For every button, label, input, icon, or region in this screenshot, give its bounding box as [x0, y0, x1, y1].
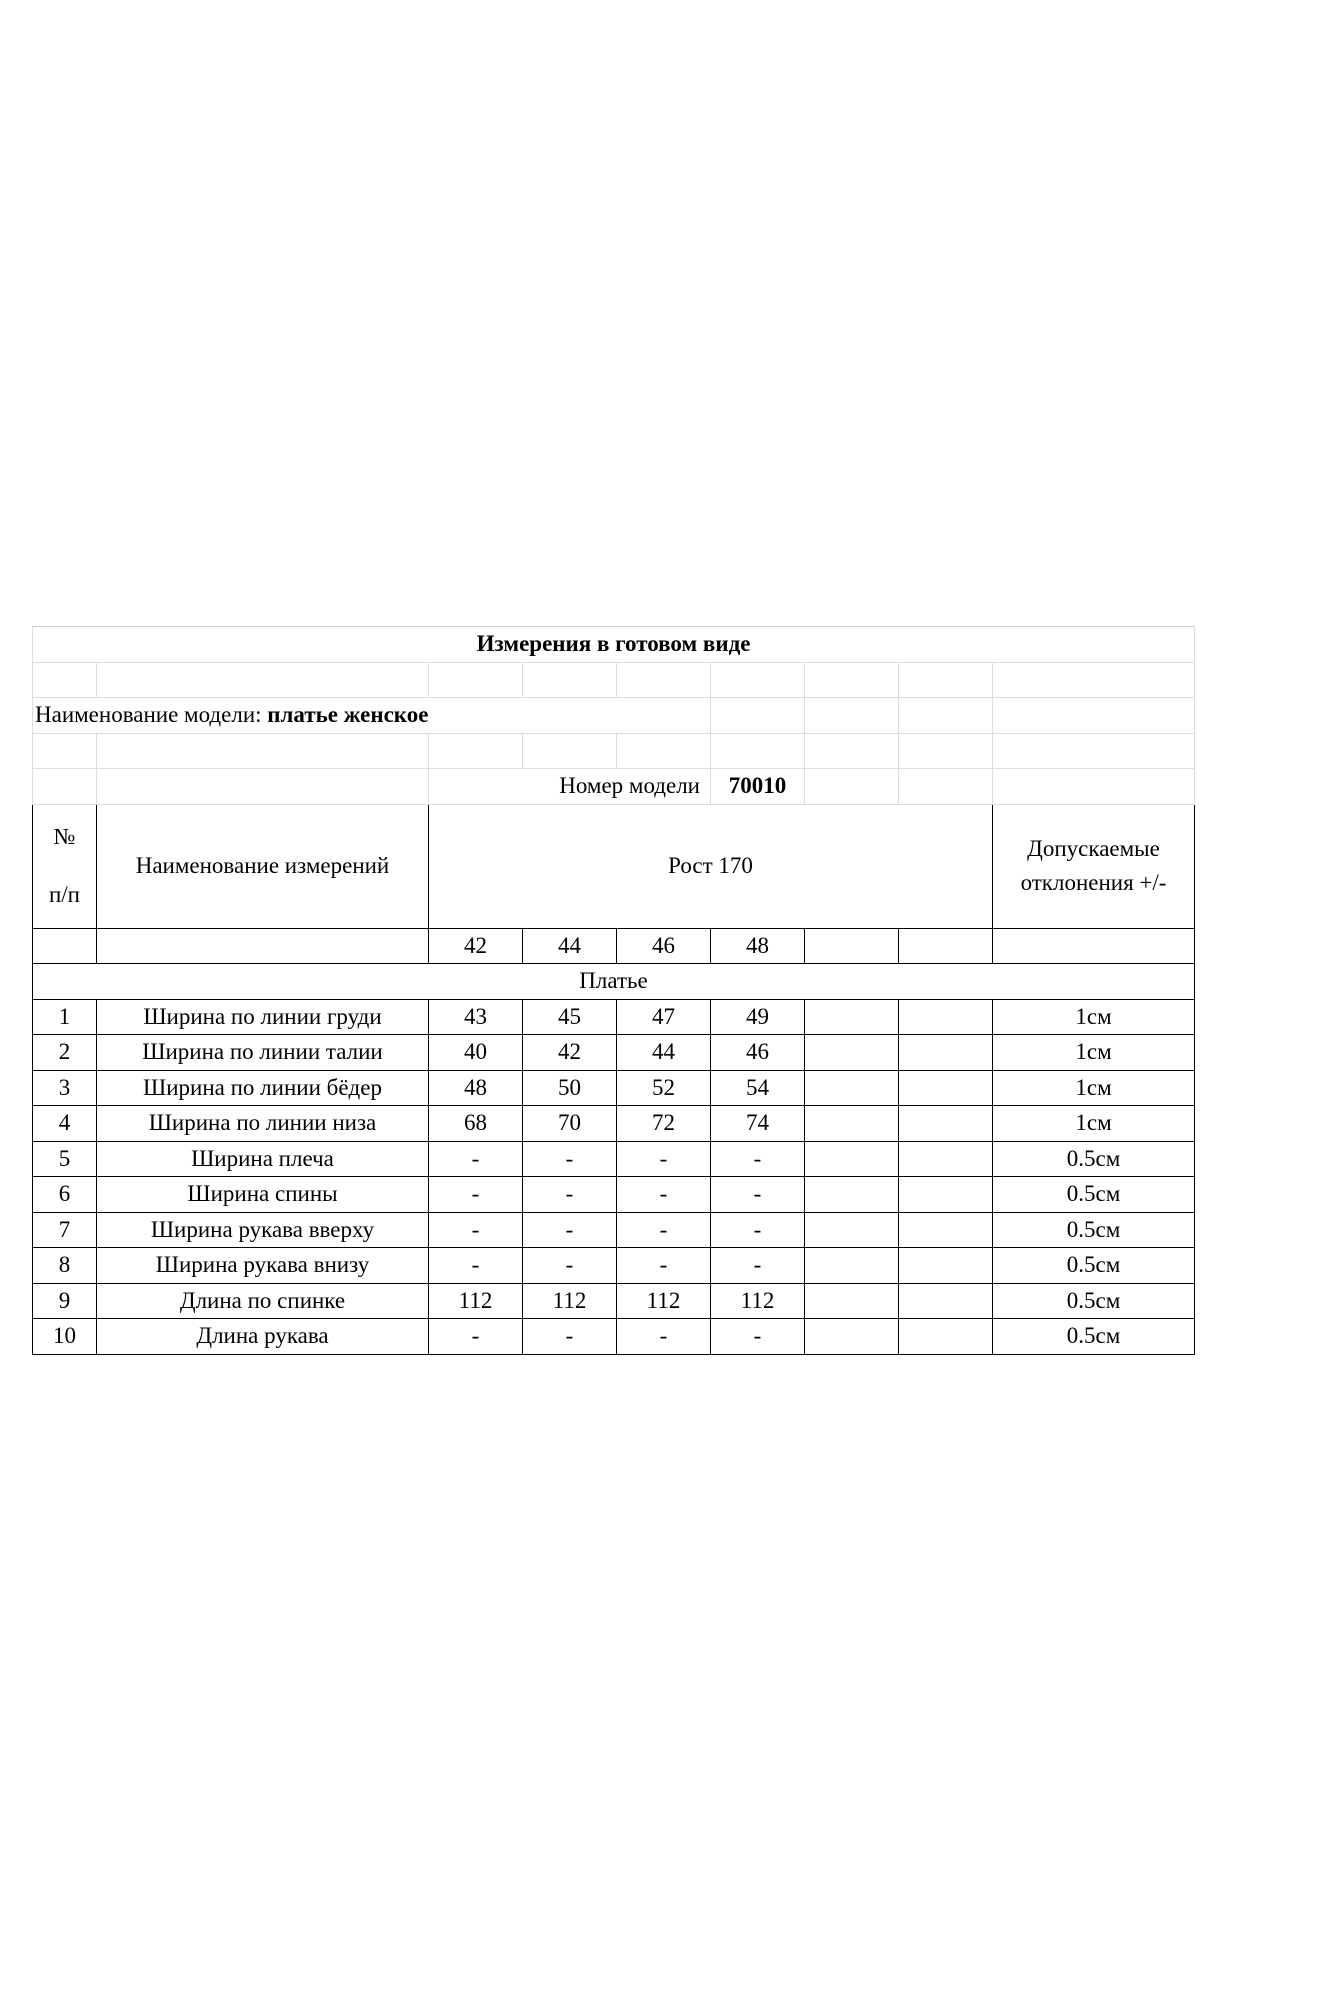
- model-number-value: 70010: [711, 769, 805, 805]
- row-tolerance: 0.5см: [993, 1283, 1195, 1319]
- row-value: -: [429, 1177, 523, 1213]
- row-value: -: [617, 1177, 711, 1213]
- row-value: -: [523, 1319, 617, 1355]
- row-value: 46: [711, 1035, 805, 1071]
- row-tolerance: 0.5см: [993, 1141, 1195, 1177]
- size-cell: [805, 928, 899, 964]
- row-value: [899, 1319, 993, 1355]
- row-value: -: [523, 1141, 617, 1177]
- row-value: 44: [617, 1035, 711, 1071]
- row-value: -: [523, 1248, 617, 1284]
- row-tolerance: 0.5см: [993, 1319, 1195, 1355]
- row-value: 72: [617, 1106, 711, 1142]
- row-number: 6: [33, 1177, 97, 1213]
- measurement-table: [32, 626, 1195, 1355]
- row-number: 7: [33, 1212, 97, 1248]
- row-value: [899, 1106, 993, 1142]
- table-row: [33, 1319, 1195, 1355]
- row-value: -: [429, 1141, 523, 1177]
- row-value: 48: [429, 1070, 523, 1106]
- table-row: [33, 1248, 1195, 1284]
- header-measure: Наименование измерений: [97, 804, 429, 928]
- row-value: [899, 1212, 993, 1248]
- row-number: 4: [33, 1106, 97, 1142]
- row-value: [805, 1070, 899, 1106]
- size-cell: 48: [711, 928, 805, 964]
- row-number: 10: [33, 1319, 97, 1355]
- row-tolerance: 1см: [993, 1106, 1195, 1142]
- row-value: -: [429, 1248, 523, 1284]
- size-cell: [899, 928, 993, 964]
- row-tolerance: 0.5см: [993, 1248, 1195, 1284]
- row-number: 1: [33, 999, 97, 1035]
- row-value: 112: [523, 1283, 617, 1319]
- row-value: 42: [523, 1035, 617, 1071]
- row-value: 45: [523, 999, 617, 1035]
- table-row: [33, 1035, 1195, 1071]
- row-value: [805, 1283, 899, 1319]
- row-value: -: [429, 1319, 523, 1355]
- row-value: [805, 999, 899, 1035]
- row-value: [899, 1070, 993, 1106]
- section-title: Платье: [33, 964, 1195, 1000]
- size-cell: 42: [429, 928, 523, 964]
- header-num: [33, 804, 97, 928]
- row-value: [805, 1035, 899, 1071]
- size-cell: 44: [523, 928, 617, 964]
- table-row: [33, 1283, 1195, 1319]
- row-value: [805, 1106, 899, 1142]
- row-tolerance: 1см: [993, 1035, 1195, 1071]
- row-value: -: [523, 1212, 617, 1248]
- row-number: 9: [33, 1283, 97, 1319]
- row-value: 54: [711, 1070, 805, 1106]
- row-value: 68: [429, 1106, 523, 1142]
- header-height: Рост 170: [429, 804, 993, 928]
- row-value: [805, 1177, 899, 1213]
- row-value: 112: [617, 1283, 711, 1319]
- row-value: -: [617, 1248, 711, 1284]
- row-number: 3: [33, 1070, 97, 1106]
- row-value: -: [429, 1212, 523, 1248]
- row-value: -: [711, 1177, 805, 1213]
- row-number: 8: [33, 1248, 97, 1284]
- sizes-row: [33, 928, 1195, 964]
- row-value: 112: [711, 1283, 805, 1319]
- row-value: -: [617, 1141, 711, 1177]
- row-measure-name: Ширина по линии низа: [97, 1106, 429, 1142]
- row-measure-name: Ширина спины: [97, 1177, 429, 1213]
- model-name-value: платье женское: [267, 702, 429, 728]
- row-value: [899, 1248, 993, 1284]
- row-value: 74: [711, 1106, 805, 1142]
- row-value: [899, 1035, 993, 1071]
- table-row: [33, 1106, 1195, 1142]
- row-value: 40: [429, 1035, 523, 1071]
- row-tolerance: 0.5см: [993, 1177, 1195, 1213]
- row-measure-name: Ширина по линии груди: [97, 999, 429, 1035]
- row-value: -: [617, 1212, 711, 1248]
- row-measure-name: Ширина рукава внизу: [97, 1248, 429, 1284]
- row-value: -: [711, 1212, 805, 1248]
- table-row: [33, 1212, 1195, 1248]
- row-value: -: [711, 1319, 805, 1355]
- header-tolerance-line2: отклонения +/-: [1020, 870, 1167, 895]
- row-value: [805, 1319, 899, 1355]
- row-value: [899, 1283, 993, 1319]
- row-value: 49: [711, 999, 805, 1035]
- row-value: 70: [523, 1106, 617, 1142]
- row-tolerance: 1см: [993, 1070, 1195, 1106]
- header-num-line2: п/п: [48, 882, 80, 907]
- row-value: 43: [429, 999, 523, 1035]
- header-num-line1: №: [53, 824, 76, 849]
- table-row: [33, 1141, 1195, 1177]
- row-value: 47: [617, 999, 711, 1035]
- size-cell: 46: [617, 928, 711, 964]
- row-value: [899, 999, 993, 1035]
- row-number: 5: [33, 1141, 97, 1177]
- row-value: 112: [429, 1283, 523, 1319]
- row-value: -: [617, 1319, 711, 1355]
- model-name-label: Наименование модели:: [35, 702, 262, 728]
- row-value: [899, 1177, 993, 1213]
- page-title: Измерения в готовом виде: [33, 627, 1195, 663]
- header-tolerance: [993, 804, 1195, 928]
- row-value: [899, 1141, 993, 1177]
- row-value: [805, 1248, 899, 1284]
- row-measure-name: Длина рукава: [97, 1319, 429, 1355]
- header-tolerance-line1: Допускаемые: [1027, 836, 1160, 861]
- table-row: [33, 1070, 1195, 1106]
- row-tolerance: 1см: [993, 999, 1195, 1035]
- row-value: -: [523, 1177, 617, 1213]
- measurement-sheet: [32, 626, 1194, 1355]
- row-measure-name: Ширина рукава вверху: [97, 1212, 429, 1248]
- table-row: [33, 1177, 1195, 1213]
- row-value: -: [711, 1248, 805, 1284]
- row-tolerance: 0.5см: [993, 1212, 1195, 1248]
- row-number: 2: [33, 1035, 97, 1071]
- row-value: [805, 1212, 899, 1248]
- row-measure-name: Ширина по линии бёдер: [97, 1070, 429, 1106]
- table-row: [33, 999, 1195, 1035]
- model-number-label: Номер модели: [429, 769, 711, 805]
- row-measure-name: Ширина по линии талии: [97, 1035, 429, 1071]
- model-name-line: [33, 698, 711, 734]
- row-value: [805, 1141, 899, 1177]
- row-value: 52: [617, 1070, 711, 1106]
- row-measure-name: Длина по спинке: [97, 1283, 429, 1319]
- row-value: -: [711, 1141, 805, 1177]
- row-value: 50: [523, 1070, 617, 1106]
- row-measure-name: Ширина плеча: [97, 1141, 429, 1177]
